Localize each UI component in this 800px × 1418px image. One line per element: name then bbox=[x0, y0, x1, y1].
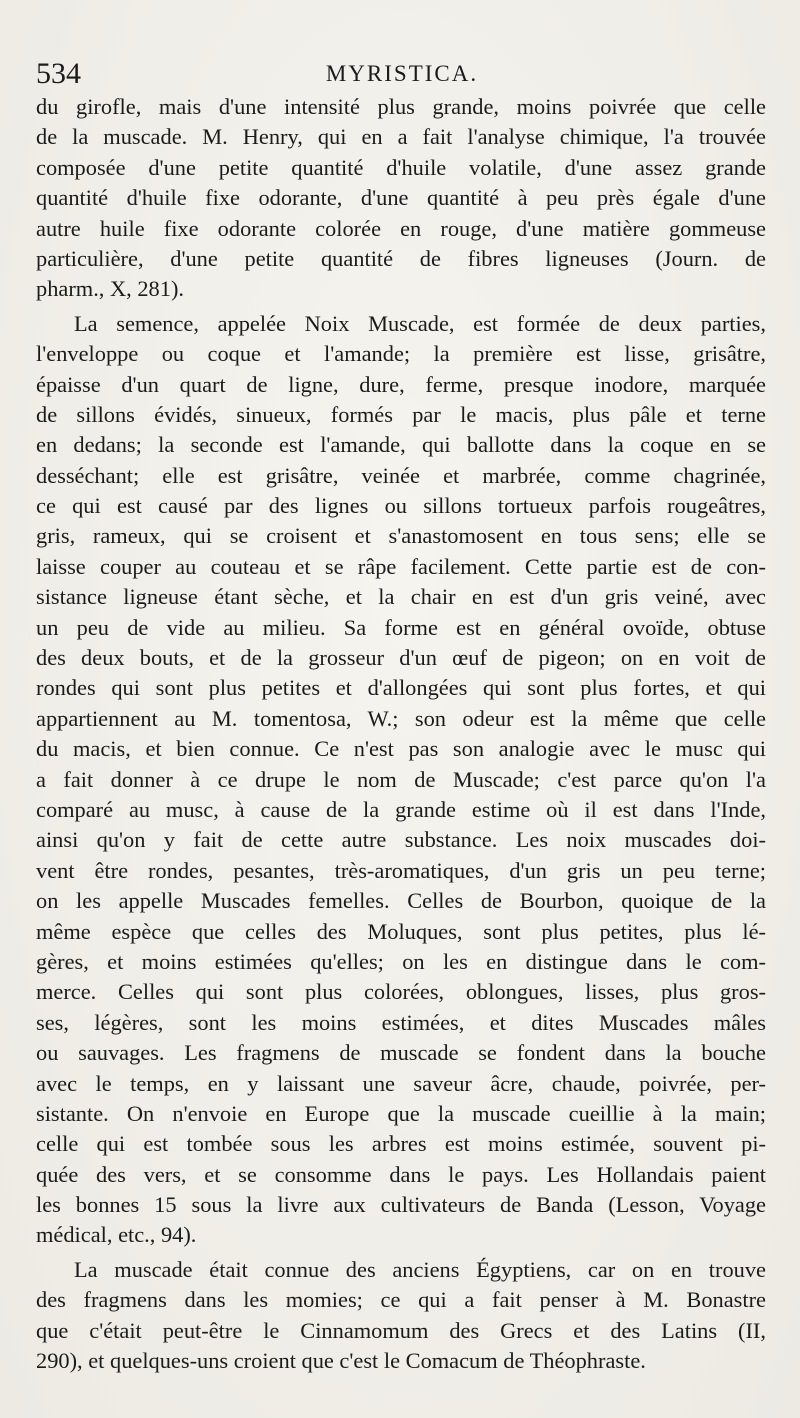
text-line: La semence, appelée Noix Muscade, est formée de deux parties, bbox=[74, 310, 766, 336]
text-line: merce. Celles qui sont plus colorées, oblongues, lisses, plus gros- bbox=[36, 979, 766, 1005]
text-line: avec le temps, en y laissant une saveur âcre, chaude, poivrée, per- bbox=[36, 1070, 766, 1096]
text-line: quée des vers, et se consomme dans le pays. Les Hollandais paient bbox=[36, 1161, 766, 1187]
text-line: desséchant; elle est grisâtre, veinée et marbrée, comme chagrinée, bbox=[36, 462, 766, 488]
text-line: épaisse d'un quart de ligne, dure, ferme, presque inodore, marquée bbox=[36, 371, 766, 397]
text-line: des deux bouts, et de la grosseur d'un œuf de pigeon; on en voit de bbox=[36, 645, 766, 671]
text-line: que c'était peut-être le Cinnamomum des Grecs et des Latins (II, bbox=[36, 1317, 766, 1343]
text-line: comparé au musc, à cause de la grande estime où il est dans l'Inde, bbox=[36, 796, 766, 822]
text-line: a fait donner à ce drupe le nom de Muscade; c'est parce qu'on l'a bbox=[36, 766, 766, 792]
text-line: on les appelle Muscades femelles. Celles de Bourbon, quoique de la bbox=[36, 888, 766, 914]
text-line: rondes qui sont plus petites et d'allongées qui sont plus fortes, et qui bbox=[36, 675, 766, 701]
page-body-text bbox=[36, 92, 766, 1376]
text-line: l'enveloppe ou coque et l'amande; la première est lisse, grisâtre, bbox=[36, 341, 766, 367]
text-line: même espèce que celles des Moluques, sont plus petites, plus lé- bbox=[36, 918, 766, 944]
paragraph bbox=[36, 1255, 766, 1377]
text-line: pharm., X, 281). bbox=[36, 276, 184, 302]
text-line: gris, rameux, qui se croisent et s'anastomosent en tous sens; elle se bbox=[36, 523, 766, 549]
text-line: particulière, d'une petite quantité de fibres ligneuses (Journ. de bbox=[36, 245, 766, 271]
page-number: 534 bbox=[36, 57, 81, 90]
text-line: ses, légères, sont les moins estimées, et dites Muscades mâles bbox=[36, 1009, 766, 1035]
text-line: celle qui est tombée sous les arbres est moins estimée, souvent pi- bbox=[36, 1131, 766, 1157]
text-line: La muscade était connue des anciens Égyptiens, car on en trouve bbox=[74, 1256, 766, 1282]
text-line: ou sauvages. Les fragmens de muscade se fondent dans la bouche bbox=[36, 1040, 766, 1066]
text-line: des fragmens dans les momies; ce qui a fait penser à M. Bonastre bbox=[36, 1287, 766, 1313]
paragraph bbox=[36, 92, 766, 305]
paragraph bbox=[36, 309, 766, 1251]
text-line: sistante. On n'envoie en Europe que la muscade cueillie à la main; bbox=[36, 1100, 766, 1126]
text-line: vent être rondes, pesantes, très-aromatiques, d'un gris un peu terne; bbox=[36, 857, 766, 883]
text-line: du girofle, mais d'une intensité plus grande, moins poivrée que celle bbox=[36, 94, 766, 119]
text-line: quantité d'huile fixe odorante, d'une quantité à peu près égale d'une bbox=[36, 185, 766, 211]
text-line: laisse couper au couteau et se râpe facilement. Cette partie est de con- bbox=[36, 553, 766, 579]
text-line: ce qui est causé par des lignes ou sillons tortueux parfois rougeâtres, bbox=[36, 493, 766, 519]
text-line: de la muscade. M. Henry, qui en a fait l'analyse chimique, l'a trouvée bbox=[36, 124, 766, 150]
text-line: autre huile fixe odorante colorée en rouge, d'une matière gommeuse bbox=[36, 215, 766, 241]
text-line: de sillons évidés, sinueux, formés par le macis, plus pâle et terne bbox=[36, 401, 766, 427]
text-line: sistance ligneuse étant sèche, et la chair en est d'un gris veiné, avec bbox=[36, 584, 766, 610]
text-line: ainsi qu'on y fait de cette autre substance. Les noix muscades doi- bbox=[36, 827, 766, 853]
text-line: les bonnes 15 sous la livre aux cultivateurs de Banda (Lesson, Voyage bbox=[36, 1192, 766, 1218]
text-line: composée d'une petite quantité d'huile volatile, d'une assez grande bbox=[36, 154, 766, 180]
text-line: médical, etc., 94). bbox=[36, 1222, 197, 1248]
text-line: du macis, et bien connue. Ce n'est pas son analogie avec le musc qui bbox=[36, 736, 766, 762]
text-line: en dedans; la seconde est l'amande, qui ballotte dans la coque en se bbox=[36, 432, 766, 458]
text-line: appartiennent au M. tomentosa, W.; son odeur est la même que celle bbox=[36, 705, 766, 731]
running-title: MYRISTICA. bbox=[325, 61, 479, 86]
text-line: 290), et quelques-uns croient que c'est le Comacum de Théophraste. bbox=[36, 1348, 646, 1374]
text-line: un peu de vide au milieu. Sa forme est en général ovoïde, obtuse bbox=[36, 614, 766, 640]
page-header bbox=[36, 56, 768, 92]
text-line: gères, et moins estimées qu'elles; on les en distingue dans le com- bbox=[36, 948, 766, 974]
